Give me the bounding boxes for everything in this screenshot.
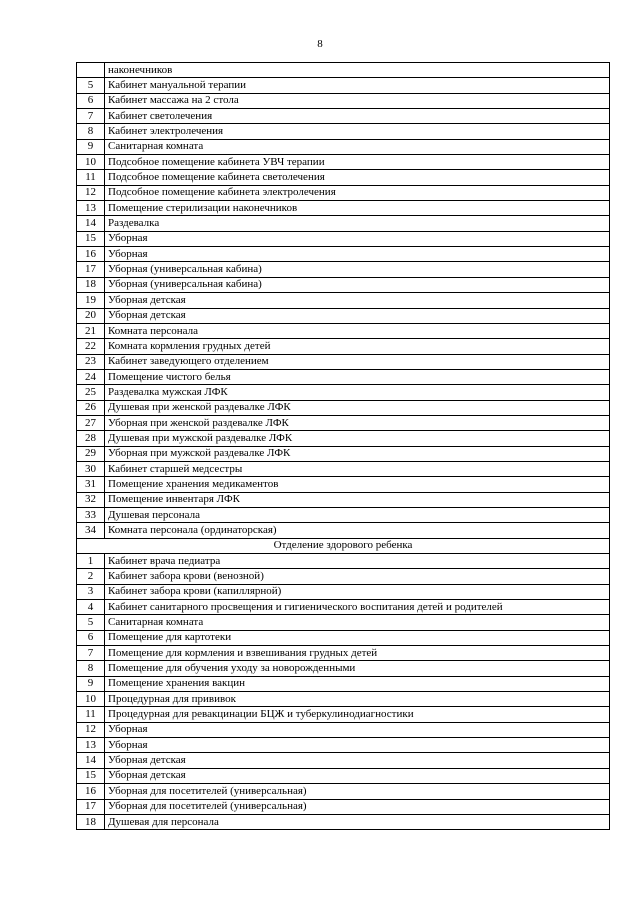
room-name: Уборная при женской раздевалке ЛФК [105,415,610,430]
row-number: 15 [77,231,105,246]
row-number: 31 [77,477,105,492]
table-row [77,155,610,170]
room-name: Процедурная для ревакцинации БЦЖ и туберкулинодиагностики [105,707,610,722]
room-name: Кабинет светолечения [105,109,610,124]
table-row [77,231,610,246]
row-number: 17 [77,799,105,814]
table-row [77,768,610,783]
section-title: Отделение здорового ребенка [77,538,610,553]
room-name: наконечников [105,63,610,78]
row-number: 10 [77,155,105,170]
row-number: 5 [77,78,105,93]
row-number: 16 [77,784,105,799]
table-row [77,109,610,124]
room-name: Уборная детская [105,768,610,783]
row-number: 19 [77,293,105,308]
row-number: 6 [77,93,105,108]
row-number: 2 [77,569,105,584]
table-row [77,262,610,277]
room-name: Помещение хранения медикаментов [105,477,610,492]
row-number: 14 [77,216,105,231]
room-name: Раздевалка [105,216,610,231]
row-number: 27 [77,415,105,430]
room-name: Кабинет санитарного просвещения и гигиенического воспитания детей и родителей [105,600,610,615]
room-name: Уборная для посетителей (универсальная) [105,784,610,799]
table-row [77,369,610,384]
room-name: Процедурная для прививок [105,692,610,707]
row-number: 12 [77,722,105,737]
row-number: 12 [77,185,105,200]
room-name: Уборная детская [105,293,610,308]
row-number: 3 [77,584,105,599]
row-number: 6 [77,630,105,645]
room-name: Уборная при мужской раздевалке ЛФК [105,446,610,461]
table-row [77,707,610,722]
table-row [77,170,610,185]
room-name: Комната персонала (ординаторская) [105,523,610,538]
table-row [77,461,610,476]
row-number: 17 [77,262,105,277]
room-name: Помещение для кормления и взвешивания грудных детей [105,646,610,661]
table-row [77,139,610,154]
table-row [77,600,610,615]
row-number: 21 [77,323,105,338]
table-row [77,308,610,323]
row-number: 4 [77,600,105,615]
row-number [77,63,105,78]
row-number: 13 [77,201,105,216]
room-name: Подсобное помещение кабинета электролечения [105,185,610,200]
table-row [77,492,610,507]
room-name: Уборная (универсальная кабина) [105,277,610,292]
row-number: 24 [77,369,105,384]
table-row [77,615,610,630]
table-row [77,247,610,262]
table-row [77,738,610,753]
room-name: Подсобное помещение кабинета УВЧ терапии [105,155,610,170]
rooms-table [76,62,610,830]
room-name: Подсобное помещение кабинета светолечения [105,170,610,185]
table-row [77,722,610,737]
row-number: 14 [77,753,105,768]
table-row [77,753,610,768]
room-name: Раздевалка мужская ЛФК [105,385,610,400]
room-name: Уборная детская [105,753,610,768]
table-row [77,415,610,430]
table-row [77,185,610,200]
page-number: 8 [317,38,323,50]
table-row [77,293,610,308]
table-row [77,523,610,538]
row-number: 9 [77,676,105,691]
room-name: Душевая при женской раздевалке ЛФК [105,400,610,415]
table-row [77,692,610,707]
row-number: 30 [77,461,105,476]
row-number: 16 [77,247,105,262]
row-number: 28 [77,431,105,446]
table-row [77,676,610,691]
row-number: 22 [77,339,105,354]
row-number: 32 [77,492,105,507]
table-row [77,554,610,569]
room-name: Кабинет массажа на 2 стола [105,93,610,108]
row-number: 15 [77,768,105,783]
table-row [77,354,610,369]
room-name: Помещение инвентаря ЛФК [105,492,610,507]
room-name: Кабинет заведующего отделением [105,354,610,369]
table-row [77,477,610,492]
row-number: 33 [77,507,105,522]
room-name: Помещение для картотеки [105,630,610,645]
table-row [77,446,610,461]
room-name: Кабинет забора крови (капиллярной) [105,584,610,599]
table-row [77,400,610,415]
row-number: 7 [77,646,105,661]
table-row [77,507,610,522]
room-name: Санитарная комната [105,139,610,154]
room-name: Комната кормления грудных детей [105,339,610,354]
room-name: Кабинет электролечения [105,124,610,139]
table-row [77,646,610,661]
room-name: Душевая персонала [105,507,610,522]
table-row [77,339,610,354]
room-name: Кабинет забора крови (венозной) [105,569,610,584]
room-name: Помещение стерилизации наконечников [105,201,610,216]
table-row [77,124,610,139]
room-name: Помещение чистого белья [105,369,610,384]
section-row [77,538,610,553]
table-row [77,569,610,584]
room-name: Уборная (универсальная кабина) [105,262,610,277]
table-row [77,63,610,78]
row-number: 18 [77,814,105,829]
room-name: Уборная детская [105,308,610,323]
table-row [77,661,610,676]
room-name: Душевая для персонала [105,814,610,829]
row-number: 11 [77,170,105,185]
rooms-table-body [77,63,610,830]
table-row [77,784,610,799]
row-number: 8 [77,124,105,139]
room-name: Помещение хранения вакцин [105,676,610,691]
room-name: Помещение для обучения уходу за новорожденными [105,661,610,676]
table-row [77,431,610,446]
room-name: Уборная [105,247,610,262]
row-number: 8 [77,661,105,676]
room-name: Кабинет старшей медсестры [105,461,610,476]
row-number: 5 [77,615,105,630]
row-number: 23 [77,354,105,369]
room-name: Уборная [105,738,610,753]
row-number: 7 [77,109,105,124]
table-row [77,78,610,93]
row-number: 20 [77,308,105,323]
table-row [77,814,610,829]
row-number: 13 [77,738,105,753]
room-name: Санитарная комната [105,615,610,630]
room-name: Уборная [105,722,610,737]
row-number: 10 [77,692,105,707]
table-row [77,93,610,108]
room-name: Комната персонала [105,323,610,338]
row-number: 25 [77,385,105,400]
table-row [77,799,610,814]
row-number: 1 [77,554,105,569]
table-row [77,323,610,338]
row-number: 11 [77,707,105,722]
table-row [77,216,610,231]
row-number: 9 [77,139,105,154]
row-number: 29 [77,446,105,461]
room-name: Кабинет врача педиатра [105,554,610,569]
table-row [77,277,610,292]
table-row [77,584,610,599]
room-name: Уборная [105,231,610,246]
table-row [77,385,610,400]
table-row [77,630,610,645]
row-number: 26 [77,400,105,415]
room-name: Кабинет мануальной терапии [105,78,610,93]
room-name: Уборная для посетителей (универсальная) [105,799,610,814]
row-number: 34 [77,523,105,538]
room-name: Душевая при мужской раздевалке ЛФК [105,431,610,446]
table-row [77,201,610,216]
row-number: 18 [77,277,105,292]
